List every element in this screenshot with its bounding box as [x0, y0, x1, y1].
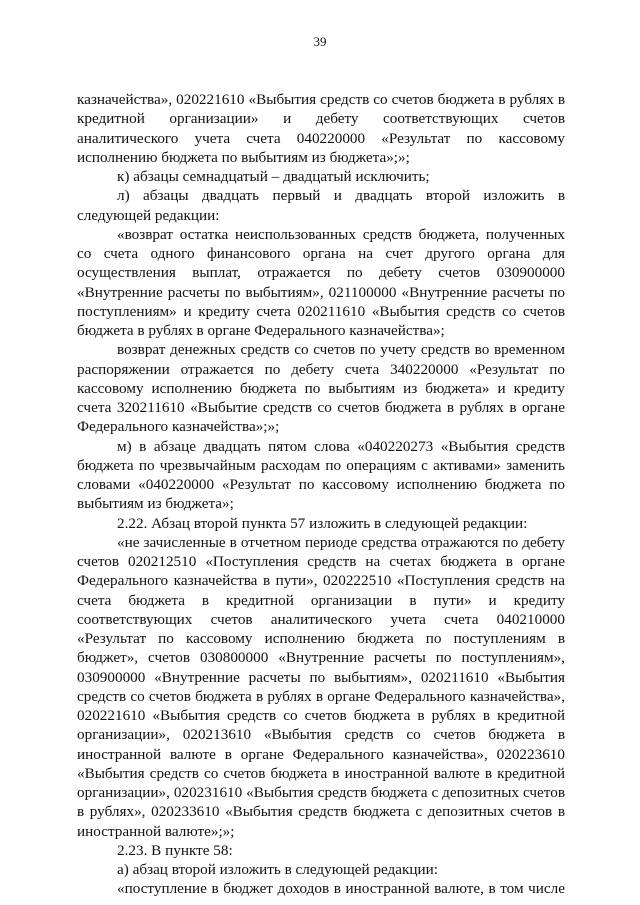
- page-number: 39: [313, 34, 327, 49]
- paragraph: л) абзацы двадцать первый и двадцать второй изложить в следующей редакции:: [77, 187, 565, 224]
- paragraph: «не зачисленные в отчетном периоде средства отражаются по дебету счетов 020212510 «Поступления средств на счетах бюджета в органе Федерального казначейства в пути», 020222510 «Поступления средств на счета бюджета в кредитной организации в пути» и кредиту соответствующих счетов аналитического учета счета 040210000 «Результат по кассовому исполнению бюджета по поступлениям в бюджет», счетов 030800000 «Внутренние расчеты по поступлениям», 030900000 «Внутренние расчеты по выбытиям», 020211610 «Выбытия средств со счетов бюджета в рублях в органе Федерального казначейства», 020221610 «Выбытия средств со счетов бюджета в рублях в кредитной организации», 020213610 «Выбытия средств со счетов бюджета в иностранной валюте в органе Федерального казначейства», 020223610 «Выбытия средств со счетов бюджета в иностранной валюте в кредитной организации», 020231610 «Выбытия средств бюджета с депозитных счетов в рублях», 020233610 «Выбытия средств бюджета с депозитных счетов в иностранной валюте»;»;: [77, 533, 565, 840]
- paragraph: 2.22. Абзац второй пункта 57 изложить в следующей редакции:: [117, 514, 528, 532]
- paragraph: а) абзац второй изложить в следующей редакции:: [117, 861, 439, 878]
- paragraph: казначейства», 020221610 «Выбытия средств со счетов бюджета в рублях в кредитной организации» и дебету соответствующих счетов аналитического учета счета 040220000 «Результат по кассовому исполнению бюджета по выбытиям из бюджета»;»;: [77, 91, 565, 166]
- paragraph: «поступление в бюджет доходов в иностранной валюте, в том числе: [117, 880, 565, 898]
- paragraph: м) в абзаце двадцать пятом слова «040220273 «Выбытия средств бюджета по чрезвычайным расходам по операциям с активами» заменить словами «040220000 «Результат по кассовому исполнению бюджета по выбытиям из бюджета»;: [77, 437, 565, 513]
- paragraph: возврат денежных средств со счетов по учету средств во временном распоряжении отражается по дебету счета 340220000 «Результат по кассовому исполнению бюджета по выбытиям из бюджета» и кредиту счета 320211610 «Выбытие средств со счетов бюджета в рублях в органе Федерального казначейства»;»;: [77, 341, 565, 436]
- document-body: [77, 90, 565, 899]
- paragraph: «возврат остатка неиспользованных средств бюджета, полученных со счета одного финансового органа на счет другого органа для осуществления выплат, отражается по дебету счетов 030900000 «Внутренние расчеты по выбытиям», 021100000 «Внутренние расчеты по поступлениям» и кредиту счета 020211610 «Выбытия средств со счетов бюджета в рублях в органе Федерального казначейства»;: [77, 225, 565, 339]
- paragraph: к) абзацы семнадцатый – двадцатый исключить;: [117, 168, 430, 185]
- paragraph: 2.23. В пункте 58:: [117, 841, 233, 859]
